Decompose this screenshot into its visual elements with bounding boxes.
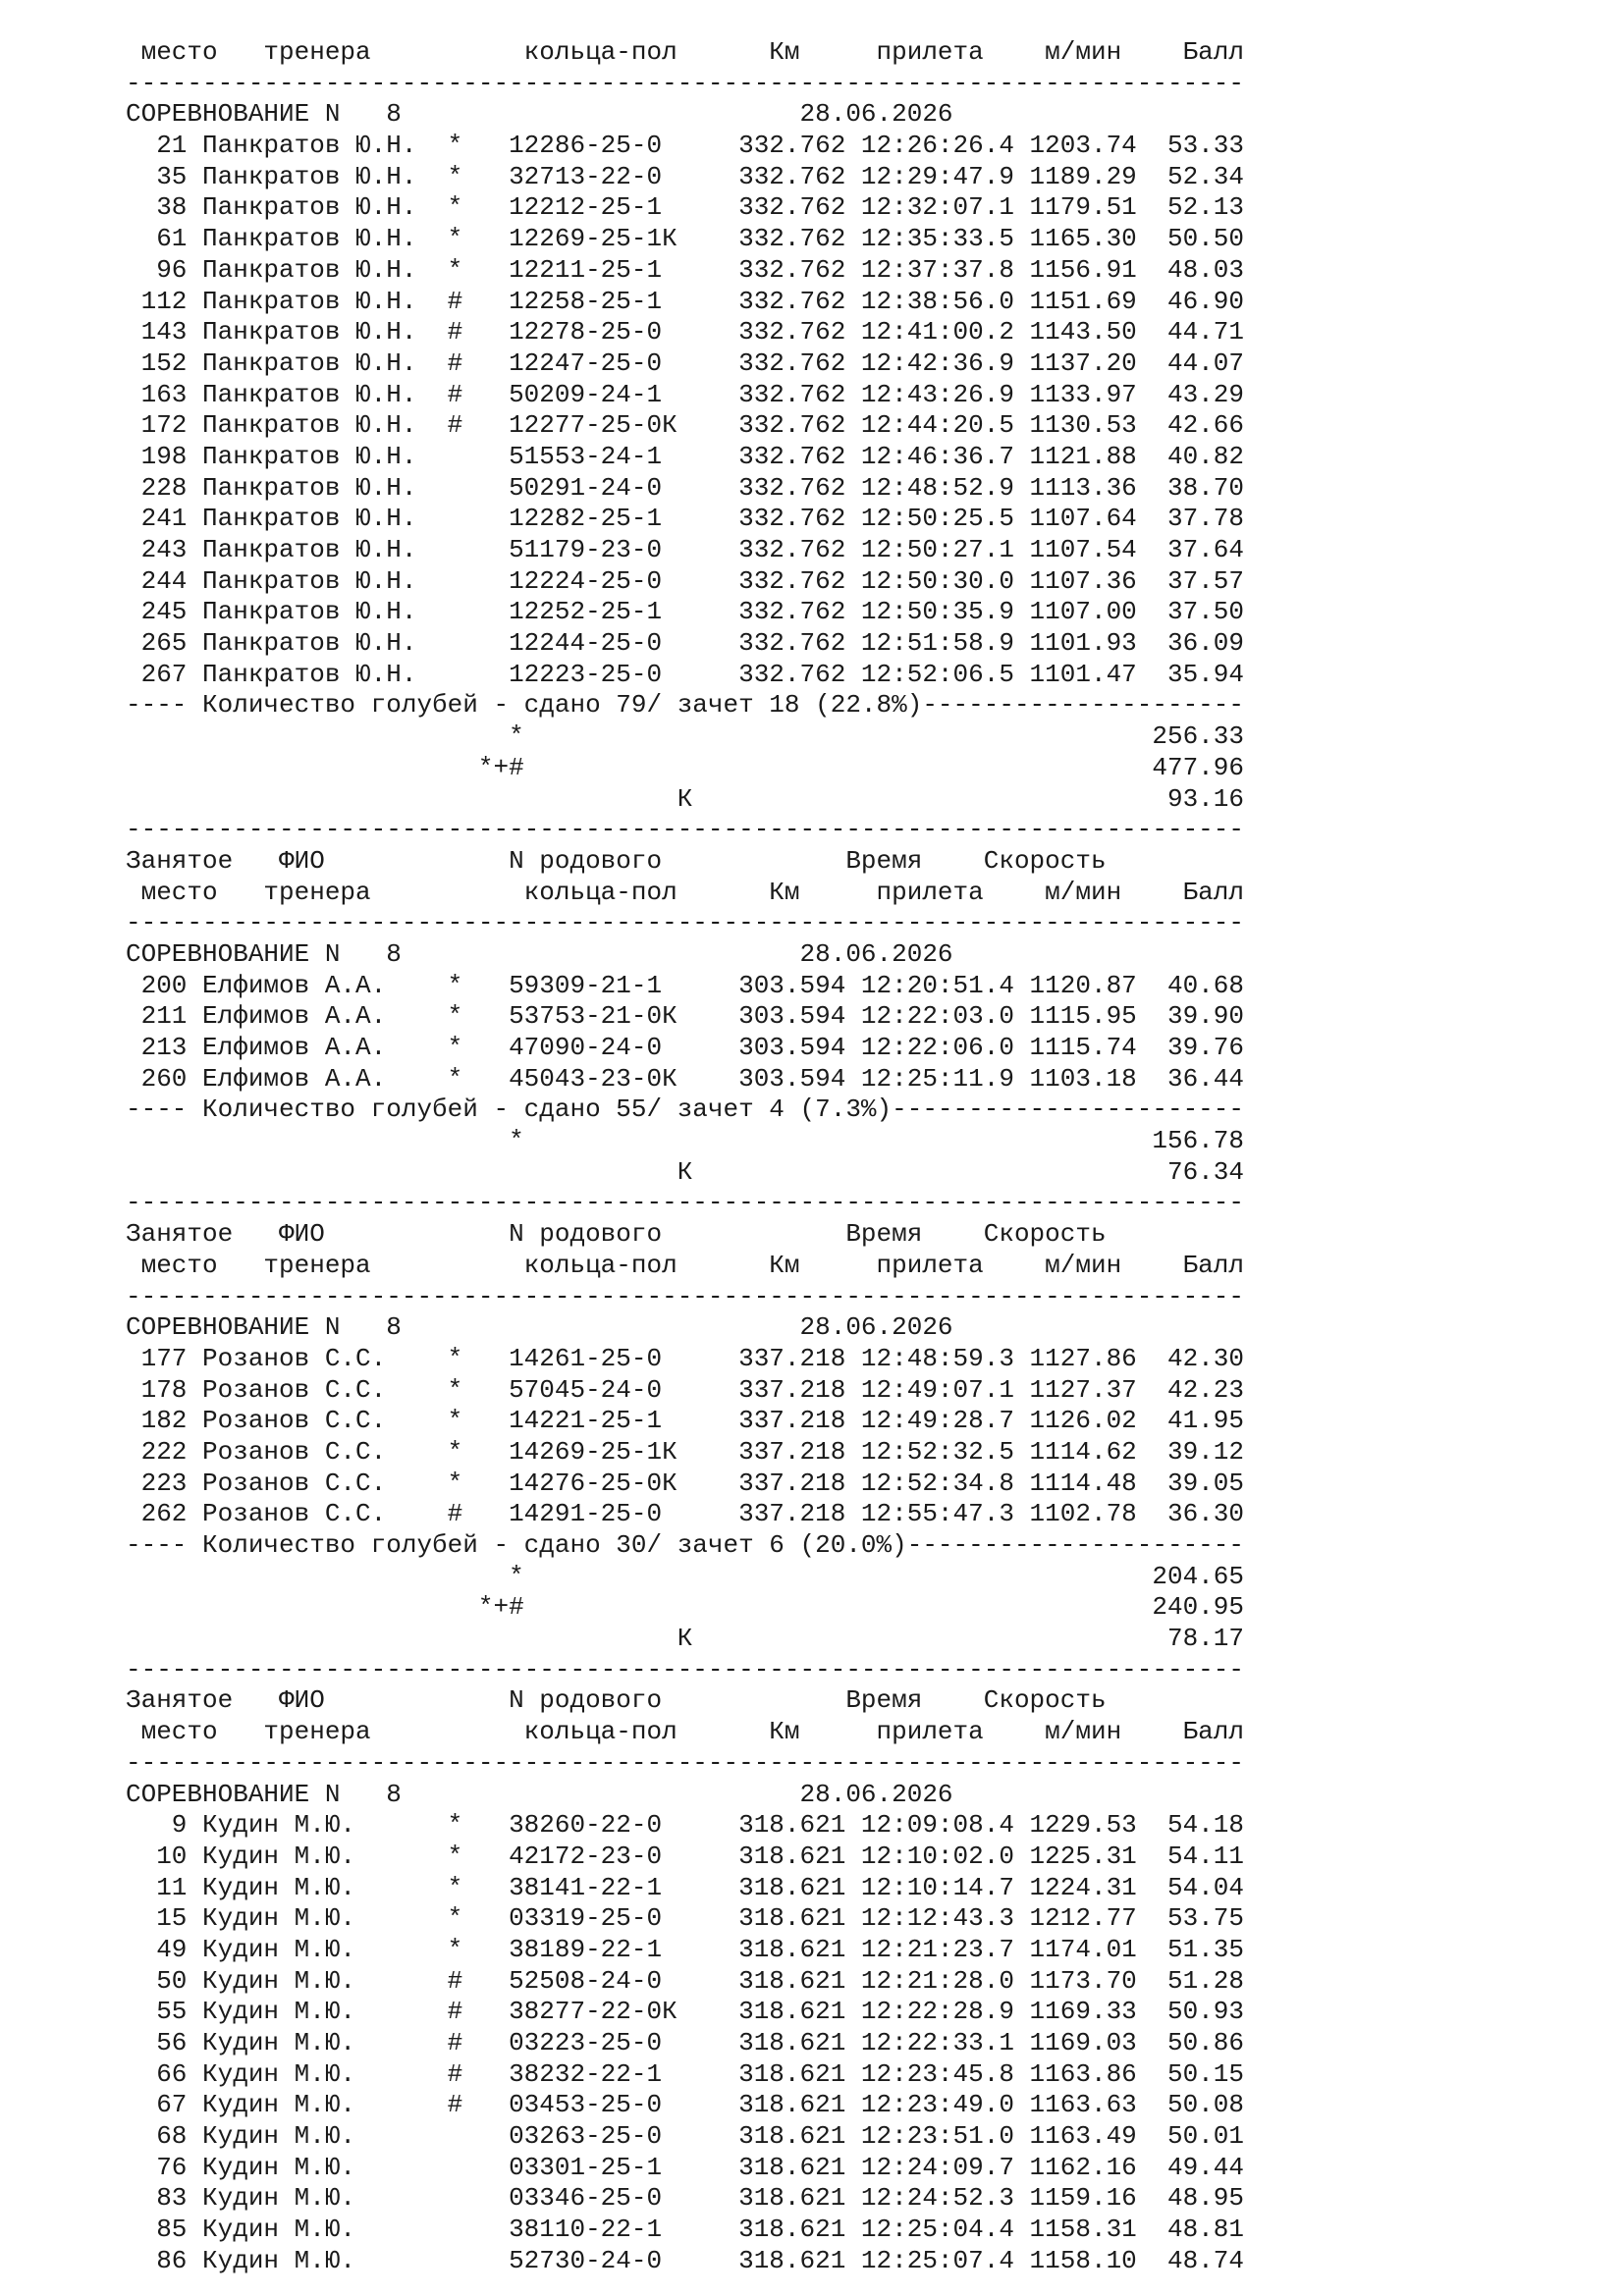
result-row: 9 Кудин М.Ю. * 38260-22-0 318.621 12:09:08.4 1229.53 54.18 [126,1810,1244,1841]
result-row: 223 Розанов С.С. * 14276-25-0К 337.218 12:52:34.8 1114.48 39.05 [126,1468,1244,1498]
column-header: Занятое ФИО N родового Время Скорость [126,845,1107,876]
result-row: 178 Розанов С.С. * 57045-24-0 337.218 12:49:07.1 1127.37 42.23 [126,1374,1244,1405]
result-row: 83 Кудин М.Ю. 03346-25-0 318.621 12:24:52.3 1159.16 48.95 [126,2183,1244,2214]
separator-line: ------------------------------------------------------------------------- [126,68,1244,98]
result-row: 177 Розанов С.С. * 14261-25-0 337.218 12:48:59.3 1127.86 42.30 [126,1343,1244,1373]
column-header: место тренера кольца-пол Км прилета м/мин Балл [126,877,1244,907]
total-line: * 204.65 [126,1561,1244,1591]
result-row: 38 Панкратов Ю.Н. * 12212-25-1 332.762 12:32:07.1 1179.51 52.13 [126,192,1244,223]
summary-line: ---- Количество голубей - сдано 55/ зачет 4 (7.3%)----------------------- [126,1095,1244,1125]
column-header: Занятое ФИО N родового Время Скорость [126,1685,1107,1716]
results-report [126,37,1244,2277]
result-row: 21 Панкратов Ю.Н. * 12286-25-0 332.762 12:26:26.4 1203.74 53.33 [126,131,1244,161]
result-row: 112 Панкратов Ю.Н. # 12258-25-1 332.762 12:38:56.0 1151.69 46.90 [126,286,1244,316]
result-row: 66 Кудин М.Ю. # 38232-22-1 318.621 12:23:45.8 1163.86 50.15 [126,2058,1244,2089]
column-header: Занятое ФИО N родового Время Скорость [126,1219,1107,1250]
result-row: 265 Панкратов Ю.Н. 12244-25-0 332.762 12:51:58.9 1101.93 36.09 [126,628,1244,659]
result-row: 267 Панкратов Ю.Н. 12223-25-0 332.762 12:52:06.5 1101.47 35.94 [126,659,1244,689]
result-row: 200 Елфимов А.А. * 59309-21-1 303.594 12:20:51.4 1120.87 40.68 [126,970,1244,1000]
total-line: К 93.16 [126,783,1244,814]
result-row: 182 Розанов С.С. * 14221-25-1 337.218 12:49:28.7 1126.02 41.95 [126,1406,1244,1436]
result-row: 241 Панкратов Ю.Н. 12282-25-1 332.762 12:50:25.5 1107.64 37.78 [126,504,1244,534]
result-row: 49 Кудин М.Ю. * 38189-22-1 318.621 12:21:23.7 1174.01 51.35 [126,1934,1244,1964]
result-row: 67 Кудин М.Ю. # 03453-25-0 318.621 12:23:49.0 1163.63 50.08 [126,2090,1244,2120]
result-row: 244 Панкратов Ю.Н. 12224-25-0 332.762 12:50:30.0 1107.36 37.57 [126,565,1244,596]
competition-header: СОРЕВНОВАНИЕ N 8 28.06.2026 [126,99,953,130]
result-row: 35 Панкратов Ю.Н. * 32713-22-0 332.762 12:29:47.9 1189.29 52.34 [126,161,1244,191]
total-line: * 156.78 [126,1126,1244,1156]
result-row: 56 Кудин М.Ю. # 03223-25-0 318.621 12:22:33.1 1169.03 50.86 [126,2028,1244,2057]
separator-line: ------------------------------------------------------------------------- [126,908,1244,938]
result-row: 228 Панкратов Ю.Н. 50291-24-0 332.762 12:48:52.9 1113.36 38.70 [126,472,1244,503]
separator-line: ------------------------------------------------------------------------- [126,1188,1244,1218]
result-row: 85 Кудин М.Ю. 38110-22-1 318.621 12:25:04.4 1158.31 48.81 [126,2215,1244,2245]
result-row: 143 Панкратов Ю.Н. # 12278-25-0 332.762 12:41:00.2 1143.50 44.71 [126,317,1244,347]
competition-header: СОРЕВНОВАНИЕ N 8 28.06.2026 [126,1779,953,1809]
result-row: 11 Кудин М.Ю. * 38141-22-1 318.621 12:10:14.7 1224.31 54.04 [126,1872,1244,1902]
competition-header: СОРЕВНОВАНИЕ N 8 28.06.2026 [126,1312,953,1343]
result-row: 61 Панкратов Ю.Н. * 12269-25-1К 332.762 12:35:33.5 1165.30 50.50 [126,224,1244,254]
separator-line: ------------------------------------------------------------------------- [126,1654,1244,1684]
result-row: 262 Розанов С.С. # 14291-25-0 337.218 12:55:47.3 1102.78 36.30 [126,1499,1244,1529]
separator-line: ------------------------------------------------------------------------- [126,1747,1244,1778]
column-header: место тренера кольца-пол Км прилета м/мин Балл [126,37,1244,67]
result-row: 213 Елфимов А.А. * 47090-24-0 303.594 12:22:06.0 1115.74 39.76 [126,1033,1244,1062]
total-line: *+# 240.95 [126,1592,1244,1623]
result-row: 76 Кудин М.Ю. 03301-25-1 318.621 12:24:09.7 1162.16 49.44 [126,2152,1244,2182]
result-row: 152 Панкратов Ю.Н. # 12247-25-0 332.762 12:42:36.9 1137.20 44.07 [126,347,1244,378]
result-row: 10 Кудин М.Ю. * 42172-23-0 318.621 12:10:02.0 1225.31 54.11 [126,1841,1244,1871]
result-row: 55 Кудин М.Ю. # 38277-22-0К 318.621 12:22:28.9 1169.33 50.93 [126,1997,1244,2027]
total-line: *+# 477.96 [126,752,1244,782]
result-row: 15 Кудин М.Ю. * 03319-25-0 318.621 12:12:43.3 1212.77 53.75 [126,1903,1244,1934]
summary-line: ---- Количество голубей - сдано 30/ зачет 6 (20.0%)---------------------- [126,1530,1244,1560]
total-line: К 76.34 [126,1156,1244,1187]
competition-header: СОРЕВНОВАНИЕ N 8 28.06.2026 [126,938,953,969]
result-row: 163 Панкратов Ю.Н. # 50209-24-1 332.762 12:43:26.9 1133.97 43.29 [126,379,1244,409]
result-row: 243 Панкратов Ю.Н. 51179-23-0 332.762 12:50:27.1 1107.54 37.64 [126,535,1244,564]
result-row: 211 Елфимов А.А. * 53753-21-0К 303.594 12:22:03.0 1115.95 39.90 [126,1001,1244,1032]
result-row: 245 Панкратов Ю.Н. 12252-25-1 332.762 12:50:35.9 1107.00 37.50 [126,597,1244,627]
total-line: К 78.17 [126,1624,1244,1654]
separator-line: ------------------------------------------------------------------------- [126,1281,1244,1311]
total-line: * 256.33 [126,721,1244,752]
result-row: 86 Кудин М.Ю. 52730-24-0 318.621 12:25:07.4 1158.10 48.74 [126,2245,1244,2275]
result-row: 260 Елфимов А.А. * 45043-23-0К 303.594 12:25:11.9 1103.18 36.44 [126,1063,1244,1094]
result-row: 50 Кудин М.Ю. # 52508-24-0 318.621 12:21:28.0 1173.70 51.28 [126,1965,1244,1996]
separator-line: ------------------------------------------------------------------------- [126,815,1244,845]
summary-line: ---- Количество голубей - сдано 79/ зачет 18 (22.8%)--------------------- [126,690,1244,721]
result-row: 198 Панкратов Ю.Н. 51553-24-1 332.762 12:46:36.7 1121.88 40.82 [126,441,1244,471]
result-row: 172 Панкратов Ю.Н. # 12277-25-0К 332.762 12:44:20.5 1130.53 42.66 [126,410,1244,441]
result-row: 222 Розанов С.С. * 14269-25-1К 337.218 12:52:32.5 1114.62 39.12 [126,1436,1244,1467]
column-header: место тренера кольца-пол Км прилета м/мин Балл [126,1250,1244,1280]
column-header: место тренера кольца-пол Км прилета м/мин Балл [126,1717,1244,1747]
result-row: 96 Панкратов Ю.Н. * 12211-25-1 332.762 12:37:37.8 1156.91 48.03 [126,254,1244,285]
result-row: 68 Кудин М.Ю. 03263-25-0 318.621 12:23:51.0 1163.49 50.01 [126,2121,1244,2152]
